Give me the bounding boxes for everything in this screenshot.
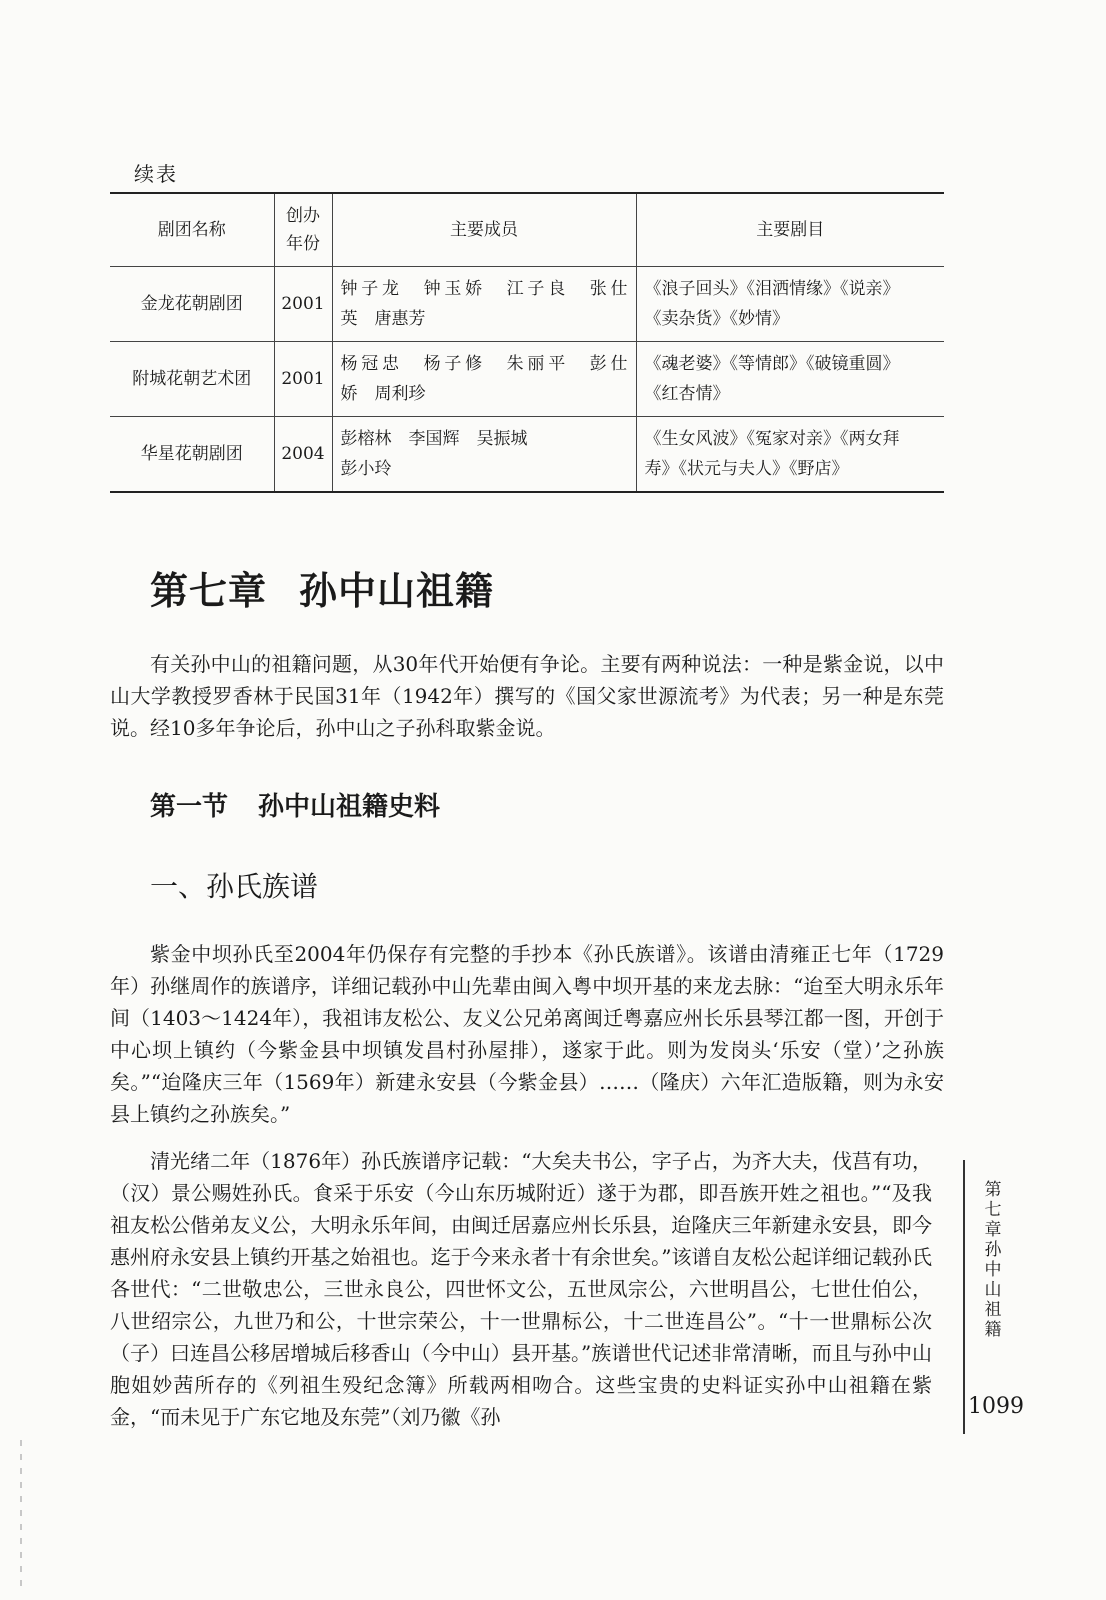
header-main-plays: 主要剧目 bbox=[636, 193, 944, 267]
members-line: 娇 周利珍 bbox=[340, 384, 426, 404]
page-number: 1099 bbox=[968, 1394, 1024, 1419]
plays-cell bbox=[636, 417, 944, 493]
plays-line: 《卖杂货》《妙情》 bbox=[644, 309, 789, 329]
side-divider bbox=[963, 1160, 965, 1434]
chapter-number: 第七章 bbox=[150, 569, 268, 613]
plays-line: 《浪子回头》《泪洒情缘》《说亲》 bbox=[644, 279, 900, 299]
founding-year: 2001 bbox=[274, 342, 332, 417]
members-line: 杨冠忠 杨子修 朱丽平 彭仕 bbox=[340, 354, 628, 374]
table-header-row bbox=[110, 193, 944, 267]
header-founding-year: 创办年份 bbox=[274, 193, 332, 267]
plays-line: 《红杏情》 bbox=[644, 384, 730, 404]
running-header: 第七章 孙中山祖籍 bbox=[984, 1180, 1002, 1340]
table-row bbox=[110, 417, 944, 493]
header-main-members: 主要成员 bbox=[332, 193, 636, 267]
plays-line: 寿》《状元与夫人》《野店》 bbox=[644, 459, 849, 479]
section-title: 孙中山祖籍史料 bbox=[258, 792, 441, 822]
troupe-name: 金龙花朝剧团 bbox=[110, 267, 274, 342]
plays-line: 《魂老婆》《等情郎》《破镜重圆》 bbox=[644, 354, 900, 374]
chapter-heading bbox=[150, 560, 494, 615]
troupe-table bbox=[110, 192, 944, 493]
intro-paragraph: 有关孙中山的祖籍问题，从30年代开始便有争论。主要有两种说法：一种是紫金说，以中山大学教授罗香林于民国31年（1942年）撰写的《国父家世源流考》为代表；另一种是东莞说。经10多年争论后，孙中山之子孙科取紫金说。 bbox=[110, 652, 944, 740]
founding-year: 2004 bbox=[274, 417, 332, 493]
members-cell bbox=[332, 417, 636, 493]
subsection-heading: 一、孙氏族谱 bbox=[150, 870, 319, 903]
founding-year: 2001 bbox=[274, 267, 332, 342]
table-continued-label: 续表 bbox=[134, 162, 178, 186]
table-row bbox=[110, 342, 944, 417]
plays-cell bbox=[636, 342, 944, 417]
chapter-title: 孙中山祖籍 bbox=[299, 569, 495, 613]
plays-cell bbox=[636, 267, 944, 342]
section-number: 第一节 bbox=[150, 792, 229, 822]
plays-line: 《生女风波》《冤家对亲》《两女拜 bbox=[644, 429, 900, 449]
members-cell bbox=[332, 342, 636, 417]
members-line: 彭榕林 李国辉 吴振城 bbox=[340, 429, 528, 449]
header-troupe-name: 剧团名称 bbox=[110, 193, 274, 267]
troupe-name: 附城花朝艺术团 bbox=[110, 342, 274, 417]
members-cell bbox=[332, 267, 636, 342]
table-row bbox=[110, 267, 944, 342]
members-line: 英 唐惠芳 bbox=[340, 309, 426, 329]
body-paragraph: 清光绪二年（1876年）孙氏族谱序记载：“大矣夫书公，字子占，为齐大夫，伐莒有功，（汉）景公赐姓孙氏。食采于乐安（今山东历城附近）遂于为郡，即吾族开姓之祖也。”“及我祖友松公偕弟友义公，大明永乐年间，由闽迁居嘉应州长乐县，迨隆庆三年新建永安县，即今惠州府永安县上镇约开基之始祖也。迄于今来永者十有余世矣。”该谱自友松公起详细记载孙氏各世代：“二世敬忠公，三世永良公，四世怀文公，五世凤宗公，六世明昌公，七世仕伯公，八世绍宗公，九世乃和公，十世宗荣公，十一世鼎标公，十二世连昌公”。“十一世鼎标公次（子）曰连昌公移居增城后移香山（今中山）县开基。”族谱世代记述非常清晰，而且与孙中山胞姐妙茜所存的《列祖生殁纪念簿》所载两相吻合。这些宝贵的史料证实孙中山祖籍在紫金，“而未见于广东它地及东莞”（刘乃徽《孙 bbox=[110, 1149, 932, 1429]
members-line: 钟子龙 钟玉娇 江子良 张仕 bbox=[340, 279, 628, 299]
scan-edge-mark bbox=[20, 1440, 22, 1590]
body-paragraph: 紫金中坝孙氏至2004年仍保存有完整的手抄本《孙氏族谱》。该谱由清雍正七年（1729年）孙继周作的族谱序，详细记载孙中山先辈由闽入粤中坝开基的来龙去脉：“迨至大明永乐年间（1403～1424年），我祖讳友松公、友义公兄弟离闽迁粤嘉应州长乐县琴江都一图，开创于中心坝上镇约（今紫金县中坝镇发昌村孙屋排），遂家于此。则为发岗头‘乐安（堂）’之孙族矣。”“迨隆庆三年（1569年）新建永安县（今紫金县）……（隆庆）六年汇造版籍，则为永安县上镇约之孙族矣。” bbox=[110, 942, 944, 1126]
troupe-name: 华星花朝剧团 bbox=[110, 417, 274, 493]
section-heading bbox=[150, 786, 440, 823]
members-line: 彭小玲 bbox=[340, 459, 392, 479]
